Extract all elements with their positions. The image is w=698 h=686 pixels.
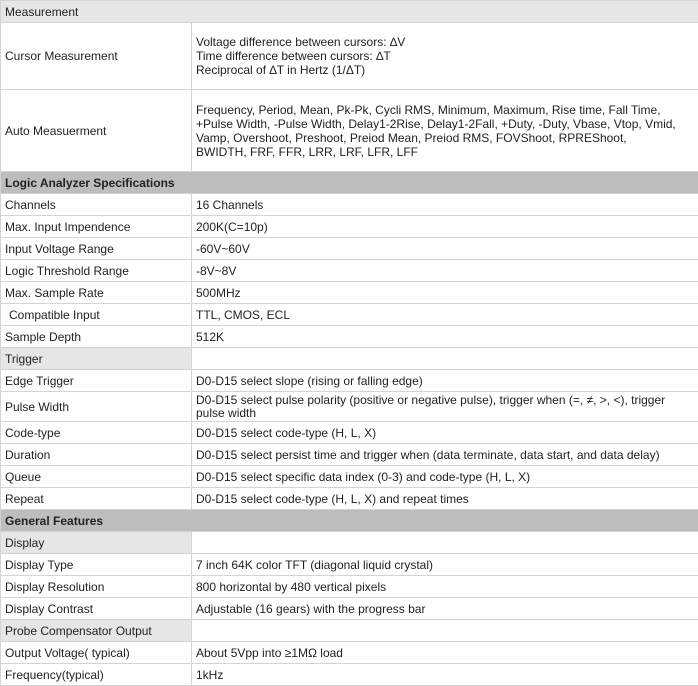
spec-value: -8V~8V <box>192 260 698 282</box>
spec-label: Repeat <box>1 488 192 510</box>
spec-label: Max. Sample Rate <box>1 282 192 304</box>
spec-value <box>192 23 698 90</box>
measurement-header: Measurement <box>1 1 698 23</box>
spec-label: Compatible Input <box>1 304 192 326</box>
spec-value: TTL, CMOS, ECL <box>192 304 698 326</box>
spec-label: Input Voltage Range <box>1 238 192 260</box>
spec-label: Output Voltage( typical) <box>1 642 192 664</box>
empty-cell <box>192 620 698 642</box>
spec-label: Edge Trigger <box>1 370 192 392</box>
spec-label: Sample Depth <box>1 326 192 348</box>
table-row <box>1 576 698 598</box>
section-header-row <box>1 172 698 194</box>
general-header: General Features <box>1 510 698 532</box>
subsection-row <box>1 620 698 642</box>
measurement-header-row <box>1 1 698 23</box>
spec-value: About 5Vpp into ≥1MΩ load <box>192 642 698 664</box>
spec-value: D0-D15 select code-type (H, L, X) and repeat times <box>192 488 698 510</box>
table-row <box>1 23 698 90</box>
spec-label: Queue <box>1 466 192 488</box>
table-row <box>1 598 698 620</box>
cursor-line-3: Reciprocal of ∆T in Hertz (1/ΔT) <box>196 63 694 77</box>
spec-value: 500MHz <box>192 282 698 304</box>
spec-label: Display Resolution <box>1 576 192 598</box>
empty-cell <box>192 348 698 370</box>
spec-label: Display Contrast <box>1 598 192 620</box>
table-row <box>1 466 698 488</box>
subsection-row <box>1 348 698 370</box>
table-row <box>1 326 698 348</box>
spec-value: 1kHz <box>192 664 698 686</box>
auto-line-3: Vamp, Overshoot, Preshoot, Preiod Mean, Preiod RMS, FOVShoot, RPREShoot, <box>196 131 694 145</box>
empty-cell <box>192 532 698 554</box>
spec-label: Frequency(typical) <box>1 664 192 686</box>
table-row <box>1 370 698 392</box>
spec-value <box>192 90 698 172</box>
spec-value <box>192 392 698 422</box>
spec-value: 7 inch 64K color TFT (diagonal liquid crystal) <box>192 554 698 576</box>
spec-label: Logic Threshold Range <box>1 260 192 282</box>
table-row <box>1 444 698 466</box>
spec-value: 512K <box>192 326 698 348</box>
table-row <box>1 238 698 260</box>
trigger-label: Trigger <box>1 348 192 370</box>
logic-header: Logic Analyzer Specifications <box>1 172 698 194</box>
spec-value: 200K(C=10p) <box>192 216 698 238</box>
table-row <box>1 216 698 238</box>
spec-label: Max. Input Impendence <box>1 216 192 238</box>
table-row <box>1 488 698 510</box>
spec-label: Channels <box>1 194 192 216</box>
spec-label: Duration <box>1 444 192 466</box>
spec-value: D0-D15 select persist time and trigger when (data terminate, data start, and data delay) <box>192 444 698 466</box>
table-row <box>1 664 698 686</box>
spec-value: 800 horizontal by 480 vertical pixels <box>192 576 698 598</box>
pulse-width-line-2: pulse width <box>196 407 694 420</box>
table-row <box>1 90 698 172</box>
spec-label: Auto Measuerment <box>1 90 192 172</box>
cursor-line-1: Voltage difference between cursors: ∆V <box>196 35 694 49</box>
auto-line-1: Frequency, Period, Mean, Pk-Pk, Cycli RMS, Minimum, Maximum, Rise time, Fall Time, <box>196 103 694 117</box>
table-row <box>1 554 698 576</box>
table-row <box>1 642 698 664</box>
table-row <box>1 282 698 304</box>
spec-value: 16 Channels <box>192 194 698 216</box>
pulse-width-line-1: D0-D15 select pulse polarity (positive or negative pulse), trigger when (=, ≠, >, <), trigger <box>196 394 694 407</box>
probe-label: Probe Compensator Output <box>1 620 192 642</box>
table-row <box>1 260 698 282</box>
spec-value: -60V~60V <box>192 238 698 260</box>
auto-line-4: BWIDTH, FRF, FFR, LRR, LRF, LFR, LFF <box>196 145 694 159</box>
subsection-row <box>1 532 698 554</box>
spec-value: D0-D15 select code-type (H, L, X) <box>192 422 698 444</box>
spec-label: Pulse Width <box>1 392 192 422</box>
spec-label: Cursor Measurement <box>1 23 192 90</box>
table-row <box>1 194 698 216</box>
table-row <box>1 422 698 444</box>
spec-value: D0-D15 select specific data index (0-3) and code-type (H, L, X) <box>192 466 698 488</box>
spec-value: D0-D15 select slope (rising or falling edge) <box>192 370 698 392</box>
table-row <box>1 392 698 422</box>
spec-value: Adjustable (16 gears) with the progress bar <box>192 598 698 620</box>
display-label: Display <box>1 532 192 554</box>
section-header-row <box>1 510 698 532</box>
table-row <box>1 304 698 326</box>
auto-line-2: +Pulse Width, -Pulse Width, Delay1-2Rise, Delay1-2Fall, +Duty, -Duty, Vbase, Vtop, Vmid, <box>196 117 694 131</box>
cursor-line-2: Time difference between cursors: ∆T <box>196 49 694 63</box>
spec-label: Code-type <box>1 422 192 444</box>
spec-label: Display Type <box>1 554 192 576</box>
